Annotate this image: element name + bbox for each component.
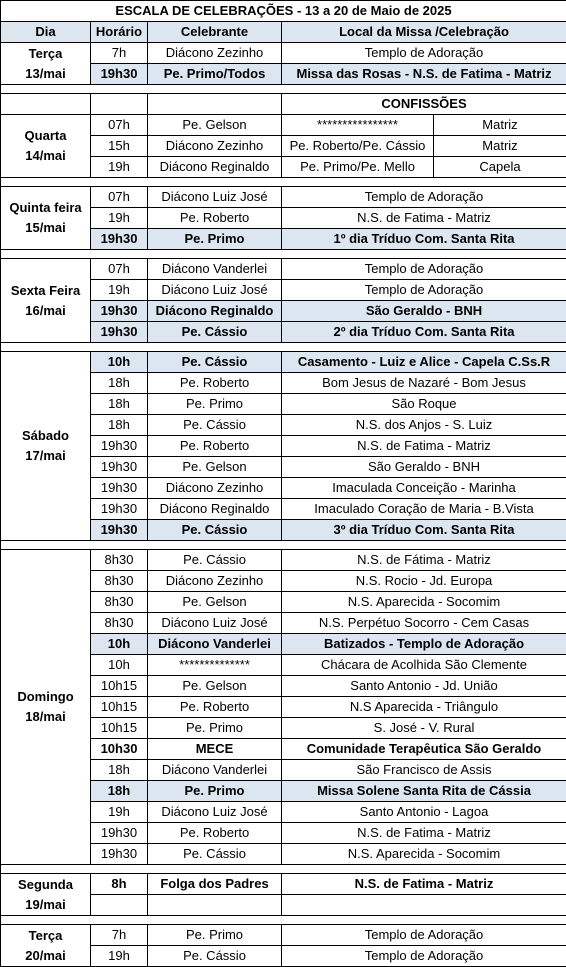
location-cell: Chácara de Acolhida São Clemente [282,655,566,676]
header-local: Local da Missa /Celebração [282,22,566,43]
day-date: 14/mai [3,146,88,166]
location-cell: São Geraldo - BNH [282,301,566,322]
celebrant-cell: Pe. Cássio [148,946,282,967]
day-cell [1,352,91,541]
location-cell: Templo de Adoração [282,43,566,64]
header-row [1,22,566,43]
location-cell: Templo de Adoração [282,925,566,946]
confessor-cell: Pe. Roberto/Pe. Cássio [282,136,434,157]
day-date: 19/mai [3,895,88,915]
celebrant-cell: Diácono Luiz José [148,280,282,301]
time-cell: 10h15 [91,697,148,718]
location-cell: Santo Antonio - Lagoa [282,802,566,823]
location-cell: São Geraldo - BNH [282,457,566,478]
day-cell [1,874,91,916]
day-name: Terça [3,926,88,946]
location-cell: N.S. de Fatima - Matriz [282,436,566,457]
celebrant-cell: Diácono Luiz José [148,187,282,208]
day-cell [1,187,91,250]
place-cell: Capela [434,157,566,178]
time-cell: 19h [91,802,148,823]
time-cell: 10h [91,352,148,373]
spacer-cell [1,250,566,259]
day-date: 15/mai [3,218,88,238]
spacer-row [1,916,566,925]
day-name: Quarta [3,126,88,146]
time-cell: 19h30 [91,520,148,541]
location-cell: Templo de Adoração [282,259,566,280]
time-cell: 19h [91,946,148,967]
spacer-row [1,85,566,94]
confissoes-header-row [1,94,566,115]
celebrant-cell: Pe. Cássio [148,322,282,343]
celebrant-cell: Pe. Roberto [148,823,282,844]
celebrant-cell: Pe. Primo [148,925,282,946]
celebrant-cell: Diácono Vanderlei [148,760,282,781]
schedule-row [1,43,566,64]
time-cell: 07h [91,187,148,208]
celebrant-cell: Pe. Primo [148,781,282,802]
time-cell: 19h30 [91,322,148,343]
location-cell: N.S. Aparecida - Socomim [282,592,566,613]
empty-cell [1,94,91,115]
day-name: Sexta Feira [3,281,88,301]
day-name: Quinta feira [3,198,88,218]
spacer-cell [1,343,566,352]
time-cell: 19h [91,157,148,178]
time-cell: 18h [91,394,148,415]
time-cell: 10h30 [91,739,148,760]
celebrant-cell: Pe. Cássio [148,415,282,436]
location-cell: 2º dia Tríduo Com. Santa Rita [282,322,566,343]
celebrant-cell: Pe. Gelson [148,592,282,613]
confessor-cell: Pe. Primo/Pe. Mello [282,157,434,178]
celebrant-cell: Pe. Primo [148,718,282,739]
location-cell [282,895,566,916]
celebrant-cell: Diácono Reginaldo [148,301,282,322]
celebrant-cell [148,895,282,916]
time-cell: 19h30 [91,64,148,85]
time-cell: 19h30 [91,457,148,478]
time-cell: 19h [91,280,148,301]
schedule-row [1,874,566,895]
location-cell: Imaculado Coração de Maria - B.Vista [282,499,566,520]
schedule-row [1,550,566,571]
spacer-row [1,865,566,874]
celebrant-cell: Pe. Roberto [148,373,282,394]
day-cell [1,259,91,343]
celebrant-cell: Pe. Primo/Todos [148,64,282,85]
time-cell: 10h15 [91,676,148,697]
location-cell: Missa das Rosas - N.S. de Fatima - Matriz [282,64,566,85]
celebrant-cell: Diácono Zezinho [148,136,282,157]
location-cell: Casamento - Luiz e Alice - Capela C.Ss.R [282,352,566,373]
day-name: Domingo [3,687,88,707]
day-name: Sábado [3,426,88,446]
time-cell: 8h [91,874,148,895]
location-cell: Templo de Adoração [282,187,566,208]
time-cell: 07h [91,259,148,280]
time-cell: 8h30 [91,613,148,634]
schedule-row [1,925,566,946]
time-cell: 19h30 [91,301,148,322]
celebrant-cell: Pe. Cássio [148,352,282,373]
celebrant-cell: Diácono Zezinho [148,478,282,499]
day-cell [1,550,91,865]
day-date: 13/mai [3,64,88,84]
celebrant-cell: Pe. Primo [148,229,282,250]
time-cell: 10h15 [91,718,148,739]
time-cell: 10h [91,655,148,676]
time-cell: 15h [91,136,148,157]
time-cell: 8h30 [91,592,148,613]
celebrant-cell: Pe. Cássio [148,550,282,571]
celebrant-cell: Diácono Zezinho [148,571,282,592]
time-cell: 19h30 [91,499,148,520]
day-date: 18/mai [3,707,88,727]
day-cell [1,925,91,967]
time-cell: 19h30 [91,436,148,457]
location-cell: Missa Solene Santa Rita de Cássia [282,781,566,802]
location-cell: Santo Antonio - Jd. União [282,676,566,697]
confessor-cell: **************** [282,115,434,136]
day-cell [1,115,91,178]
location-cell: 1º dia Tríduo Com. Santa Rita [282,229,566,250]
celebrant-cell: Diácono Vanderlei [148,634,282,655]
time-cell: 19h [91,208,148,229]
spacer-row [1,343,566,352]
location-cell: N.S. Perpétuo Socorro - Cem Casas [282,613,566,634]
location-cell: Bom Jesus de Nazaré - Bom Jesus [282,373,566,394]
time-cell: 7h [91,925,148,946]
location-cell: N.S. de Fátima - Matriz [282,550,566,571]
header-horario: Horário [91,22,148,43]
time-cell: 18h [91,760,148,781]
day-date: 17/mai [3,446,88,466]
location-cell: Batizados - Templo de Adoração [282,634,566,655]
time-cell: 8h30 [91,550,148,571]
time-cell: 7h [91,43,148,64]
time-cell: 19h30 [91,844,148,865]
day-date: 16/mai [3,301,88,321]
location-cell: São Francisco de Assis [282,760,566,781]
celebrant-cell: Pe. Gelson [148,115,282,136]
spacer-row [1,541,566,550]
spacer-row [1,178,566,187]
location-cell: N.S. de Fatima - Matriz [282,874,566,895]
empty-cell [91,94,148,115]
day-name: Terça [3,44,88,64]
celebrant-cell: MECE [148,739,282,760]
celebrant-cell: Pe. Gelson [148,457,282,478]
time-cell: 19h30 [91,229,148,250]
place-cell: Matriz [434,136,566,157]
time-cell: 18h [91,415,148,436]
time-cell: 19h30 [91,823,148,844]
place-cell: Matriz [434,115,566,136]
time-cell: 19h30 [91,478,148,499]
spacer-cell [1,541,566,550]
celebrant-cell: Diácono Zezinho [148,43,282,64]
location-cell: N.S. de Fatima - Matriz [282,823,566,844]
celebrant-cell: ************** [148,655,282,676]
day-cell [1,43,91,85]
title-row [1,1,566,22]
schedule-row [1,259,566,280]
schedule-row [1,115,566,136]
location-cell: Imaculada Conceição - Marinha [282,478,566,499]
spacer-cell [1,916,566,925]
celebrant-cell: Diácono Reginaldo [148,157,282,178]
schedule-title: ESCALA DE CELEBRAÇÕES - 13 a 20 de Maio de 2025 [1,1,566,22]
spacer-cell [1,85,566,94]
location-cell: N.S. dos Anjos - S. Luiz [282,415,566,436]
time-cell [91,895,148,916]
celebrant-cell: Pe. Roberto [148,697,282,718]
header-celebrante: Celebrante [148,22,282,43]
location-cell: N.S. Aparecida - Socomim [282,844,566,865]
day-date: 20/mai [3,946,88,966]
header-dia: Dia [1,22,91,43]
confissoes-label: CONFISSÕES [282,94,566,115]
empty-cell [148,94,282,115]
time-cell: 18h [91,781,148,802]
celebrant-cell: Folga dos Padres [148,874,282,895]
location-cell: Templo de Adoração [282,280,566,301]
celebrant-cell: Pe. Roberto [148,436,282,457]
celebrant-cell: Diácono Luiz José [148,613,282,634]
location-cell: São Roque [282,394,566,415]
celebrant-cell: Diácono Luiz José [148,802,282,823]
spacer-cell [1,865,566,874]
celebrant-cell: Pe. Cássio [148,844,282,865]
location-cell: Comunidade Terapêutica São Geraldo [282,739,566,760]
time-cell: 18h [91,373,148,394]
celebrant-cell: Pe. Primo [148,394,282,415]
time-cell: 07h [91,115,148,136]
spacer-cell [1,178,566,187]
time-cell: 8h30 [91,571,148,592]
time-cell: 10h [91,634,148,655]
celebrant-cell: Pe. Roberto [148,208,282,229]
celebrant-cell: Pe. Cássio [148,520,282,541]
schedule-row [1,187,566,208]
schedule-row [1,352,566,373]
celebrant-cell: Pe. Gelson [148,676,282,697]
spacer-row [1,250,566,259]
day-name: Segunda [3,875,88,895]
location-cell: 3º dia Tríduo Com. Santa Rita [282,520,566,541]
celebrant-cell: Diácono Reginaldo [148,499,282,520]
location-cell: N.S. de Fatima - Matriz [282,208,566,229]
location-cell: Templo de Adoração [282,946,566,967]
celebrant-cell: Diácono Vanderlei [148,259,282,280]
location-cell: N.S Aparecida - Triângulo [282,697,566,718]
location-cell: S. José - V. Rural [282,718,566,739]
location-cell: N.S. Rocio - Jd. Europa [282,571,566,592]
